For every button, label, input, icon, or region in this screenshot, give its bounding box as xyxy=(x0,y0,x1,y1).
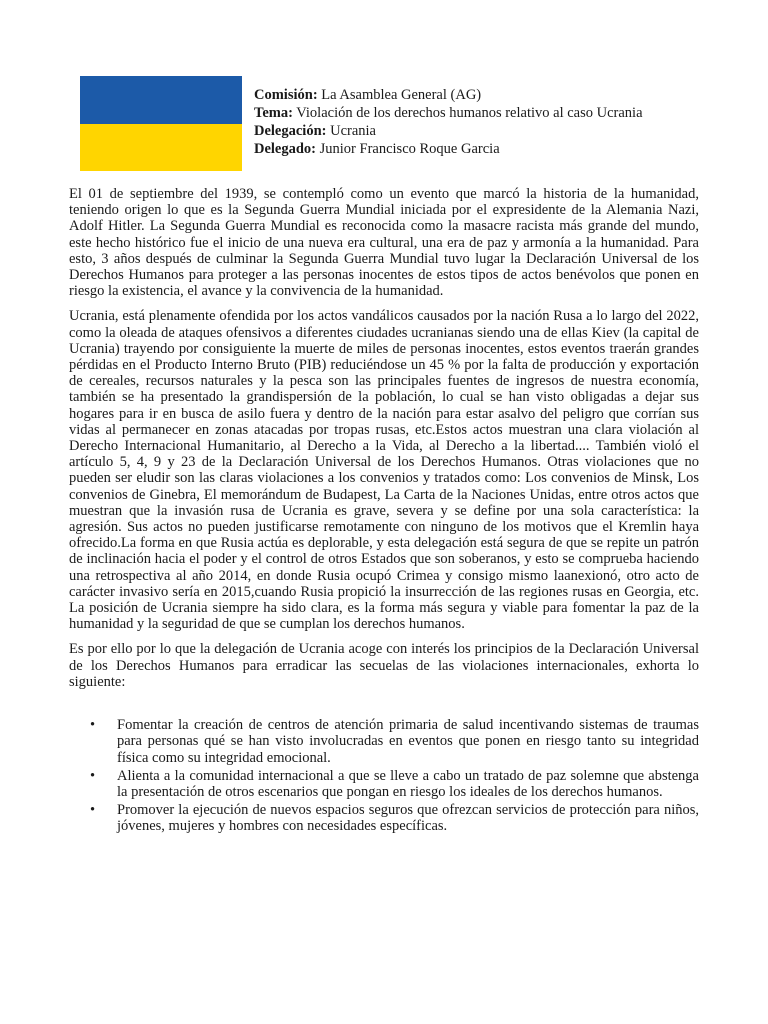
header-row-comision xyxy=(254,86,734,104)
header-row-delegado xyxy=(254,140,734,158)
document-body xyxy=(69,186,699,837)
flag-blue-stripe xyxy=(80,76,242,124)
header-row-tema xyxy=(254,104,734,122)
ukraine-flag-image xyxy=(80,76,242,171)
recommendations-list xyxy=(69,717,699,834)
bullet-icon: • xyxy=(90,802,96,819)
paragraph-ukraine-position: Ucrania, está plenamente ofendida por los actos vandálicos causados por la nación Rusa a lo largo del 2022, como la oleada de ataques ofensivos a diferentes ciudades ucranianas siendo una de ellas Kiev (la capital de Ucrania) trayendo por consiguiente la muerte de miles de personas inocentes, estos eventos traerán grandes pérdidas en el Producto Interno Bruto (PIB) reduciéndose un 45 % por la falta de producción y exportación de cereales, recursos naturales y la pesca son las principales fuentes de ingresos de nuestra economía, también se ha presentado la grandispersión de la población, lo cual se han visto obligadas a dejar sus hogares para ir en busca de asilo fuera y dentro de la nación para estar asalvo del peligro que corrían sus vidas al permanecer en zonas atacadas por tropas rusas, etc.Estos actos muestran una clara violación al Derecho Internacional Humanitario, al Derecho a la Vida, al Derecho a la libertad.... También violó el artículo 5, 4, 9 y 23 de la Declaración Universal de los Derechos Humanos. Otras violaciones que no pueden ser eludir son las claras violaciones a los convenios y tratados como: Los convenios de Minsk, Los convenios de Ginebra, El memorándum de Budapest, La Carta de la Naciones Unidas, entre otros actos que muestran que la invasión rusa de Ucrania es grave, severa y se define por una sola característica: la agresión. Sus actos no pueden justificarse remotamente con ninguno de los motivos que el Kremlin haya ofrecido.La forma en que Rusia actúa es deplorable, y esta delegación está segura de que se repite un patrón de inclinación hacia el poder y el control de otros Estados que son soberanos, y esto se comprueba haciendo una retrospectiva al año 2014, en donde Rusia ocupó Crimea y consigo mismo laanexionó, otro acto de carácter invasivo sería en 2015,cuando Rusia propició la insurrección de las regiones rusas en Georgia, etc. La posición de Ucrania siempre ha sido clara, es la forma más segura y viable para fomentar la paz de la humanidad y la seguridad de que se cumplan los derechos humanos. xyxy=(69,308,699,633)
flag-yellow-stripe xyxy=(80,124,242,172)
delegado-value: Junior Francisco Roque Garcia xyxy=(316,141,500,157)
delegado-label: Delegado: xyxy=(254,141,317,157)
paragraph-intro: El 01 de septiembre del 1939, se contempló como un evento que marcó la historia de la humanidad, teniendo origen lo que es la Segunda Guerra Mundial iniciada por el expresidente de la Alemania Nazi, Adolf Hitler. La Segunda Guerra Mundial es reconocida como la masacre racista más grande del mundo, este hecho histórico fue el inicio de una nueva era cultural, una era de paz y armonía a la humanidad. Para esto, 3 años después de culminar la Segunda Guerra Mundial tuvo lugar la Declaración Universal de los Derechos Humanos para proteger a las personas inocentes de estos tipos de actos benévolos que ponen en riesgo la existencia, el avance y la convivencia de la humanidad. xyxy=(69,186,699,300)
delegacion-value: Ucrania xyxy=(326,123,376,139)
list-item-text: Promover la ejecución de nuevos espacios seguros que ofrezcan servicios de protección para niños, jóvenes, mujeres y hombres con necesidades específicas. xyxy=(117,802,699,835)
list-item xyxy=(69,802,699,834)
list-item xyxy=(69,768,699,800)
tema-value: Violación de los derechos humanos relativo al caso Ucrania xyxy=(292,105,643,121)
bullet-icon: • xyxy=(90,767,96,784)
delegacion-label: Delegación: xyxy=(254,123,327,139)
list-item-text: Alienta a la comunidad internacional a que se lleve a cabo un tratado de paz solemne que abstenga la presentación de otros escenarios que pongan en riesgo los ideales de los derechos humanos. xyxy=(117,767,699,800)
paragraph-exhortation: Es por ello por lo que la delegación de Ucrania acoge con interés los principios de la Declaración Universal de los Derechos Humanos para erradicar las secuelas de las violaciones internacionales, exhorta lo siguiente: xyxy=(69,641,699,690)
bullet-icon: • xyxy=(90,717,96,734)
header-row-delegacion xyxy=(254,122,734,140)
comision-label: Comisión: xyxy=(254,87,318,103)
tema-label: Tema: xyxy=(254,105,293,121)
comision-value: La Asamblea General (AG) xyxy=(317,87,482,103)
list-item xyxy=(69,717,699,766)
document-header xyxy=(254,86,734,158)
list-item-text: Fomentar la creación de centros de atención primaria de salud incentivando sistemas de traumas para personas qué se han visto involucradas en eventos que ponen en riesgo tanto su integridad física como su integridad emocional. xyxy=(117,717,699,766)
